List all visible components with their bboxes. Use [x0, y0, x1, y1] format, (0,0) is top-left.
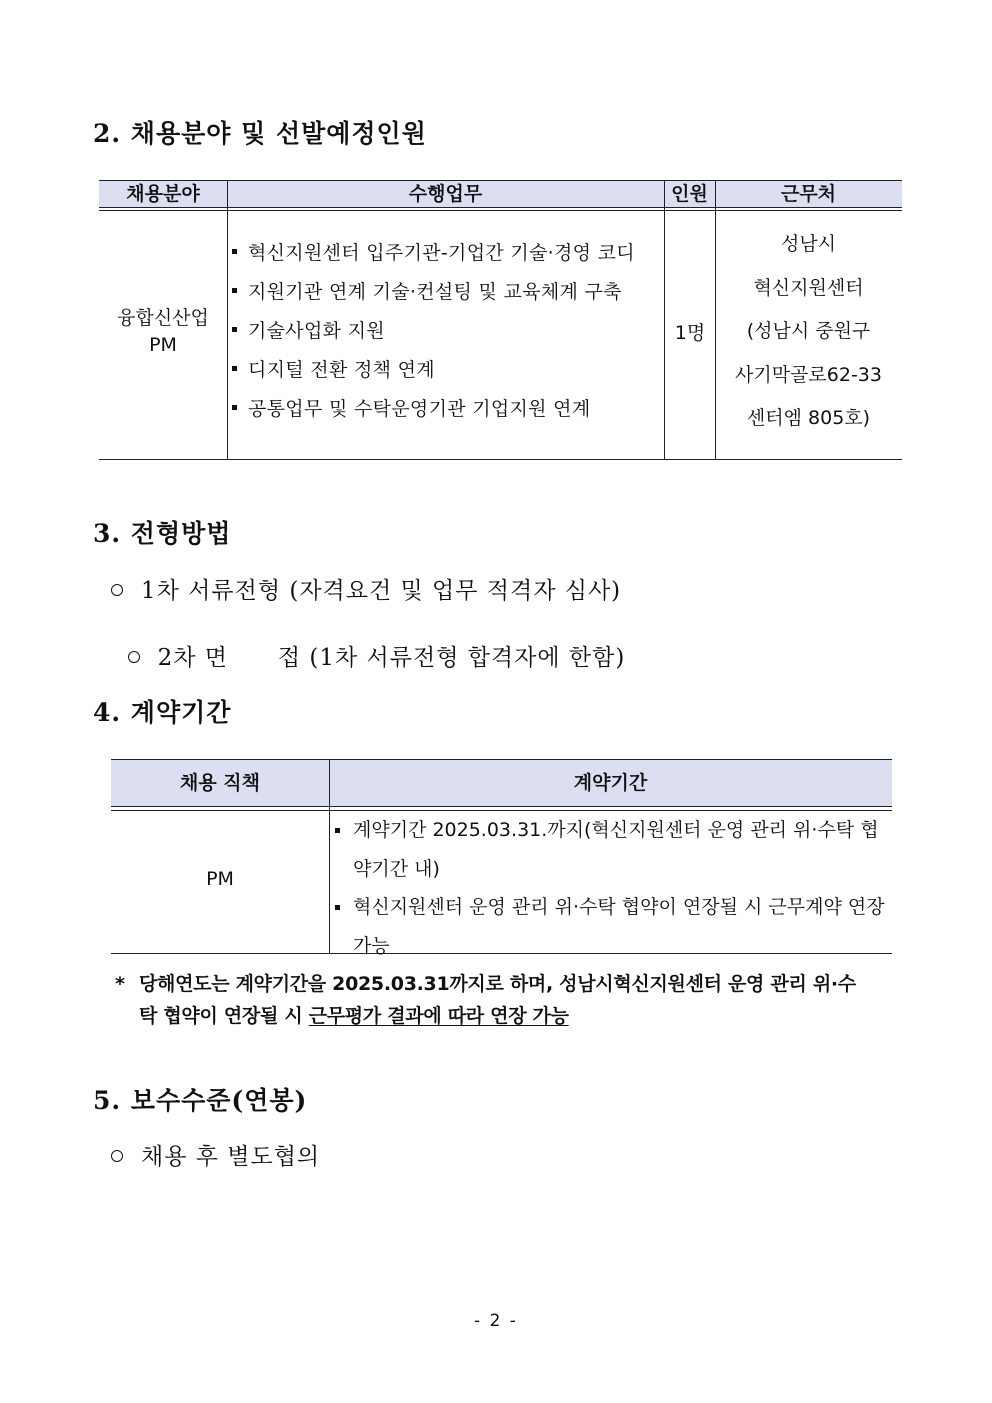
contract-note — [115, 968, 905, 1032]
selection-step — [111, 572, 621, 605]
header-duties: 수행업무 — [408, 183, 483, 205]
note-text: 당해연도는 계약기간을 2025.03.31까지로 하며, 성남시혁신지원센터 운영 관리 위·수 — [139, 973, 856, 995]
header-count: 인원 — [671, 183, 708, 205]
duty-text: 기술사업화 지원 — [248, 320, 385, 342]
section-5-heading: 5. 보수수준(연봉) — [93, 1086, 308, 1115]
position-cell: PM — [206, 868, 234, 890]
category-line: 융합신산업 — [117, 307, 209, 329]
header-location: 근무처 — [780, 183, 837, 205]
section-2-heading: 2. 채용분야 및 선발예정인원 — [93, 119, 427, 148]
header-position: 채용 직책 — [179, 772, 261, 794]
duty-text: 혁신지원센터 입주기관-기업간 기술·경영 코디 — [248, 242, 635, 264]
circle-bullet-icon — [111, 1150, 123, 1162]
note-underlined-text: 근무평가 결과에 따라 연장 가능 — [308, 1005, 569, 1027]
square-bullet-icon — [232, 249, 237, 254]
contract-table — [111, 759, 892, 955]
terms-cell — [335, 811, 891, 965]
note-text: 탁 협약이 연장될 시 — [139, 1005, 309, 1027]
header-category: 채용분야 — [126, 183, 200, 205]
location-line: 성남시 — [780, 233, 837, 255]
square-bullet-icon — [232, 405, 237, 410]
section-3-heading: 3. 전형방법 — [93, 519, 232, 548]
duty-item — [232, 355, 635, 394]
count-cell: 1명 — [674, 322, 706, 344]
circle-bullet-icon — [128, 651, 140, 663]
location-line: 센터엠 805호) — [746, 407, 871, 429]
square-bullet-icon — [232, 366, 237, 371]
salary-item-text: 채용 후 별도협의 — [141, 1144, 321, 1170]
duty-text: 지원기관 연계 기술·컨설팅 및 교육체계 구축 — [248, 281, 622, 303]
salary-item — [111, 1138, 320, 1171]
category-cell — [99, 305, 227, 359]
page-number: - 2 - — [474, 1311, 518, 1331]
recruitment-table — [99, 180, 902, 460]
term-item — [335, 811, 891, 888]
term-text: 계약기간 2025.03.31.까지(혁신지원센터 운영 관리 위·수탁 협약기간 내) — [353, 819, 879, 880]
square-bullet-icon — [335, 905, 340, 910]
duty-item — [232, 394, 635, 433]
circle-bullet-icon — [111, 584, 123, 596]
selection-step — [111, 613, 625, 672]
square-bullet-icon — [232, 327, 237, 332]
section-4-heading: 4. 계약기간 — [93, 698, 232, 727]
duty-item — [232, 277, 635, 316]
location-line: 혁신지원센터 — [753, 276, 864, 299]
header-contract-period: 계약기간 — [573, 772, 648, 794]
duty-item — [232, 238, 635, 277]
category-line: PM — [149, 334, 177, 356]
location-cell — [715, 228, 902, 446]
term-item — [335, 888, 891, 965]
note-marker: * — [115, 973, 125, 995]
note-line — [115, 968, 905, 1000]
selection-step-text: 1차 서류전형 (자격요건 및 업무 적격자 심사) — [141, 578, 622, 604]
header-divider — [99, 210, 902, 211]
duty-text: 공통업무 및 수탁운영기관 기업지원 연계 — [248, 398, 591, 420]
table-bottom-border — [99, 459, 902, 460]
square-bullet-icon — [335, 828, 340, 833]
note-line — [115, 1000, 905, 1032]
duty-item — [232, 316, 635, 355]
term-text: 혁신지원센터 운영 관리 위·수탁 협약이 연장될 시 근무계약 연장가능 — [353, 896, 885, 957]
duty-text: 디지털 전환 정책 연계 — [248, 359, 435, 381]
selection-step-text: 2차 면 접 (1차 서류전형 합격자에 한함) — [157, 645, 626, 671]
duties-cell — [232, 238, 635, 433]
location-line: 사기막골로62-33 — [735, 363, 882, 386]
location-line: (성남시 중원구 — [746, 320, 871, 342]
square-bullet-icon — [232, 288, 237, 293]
column-divider — [227, 180, 228, 460]
